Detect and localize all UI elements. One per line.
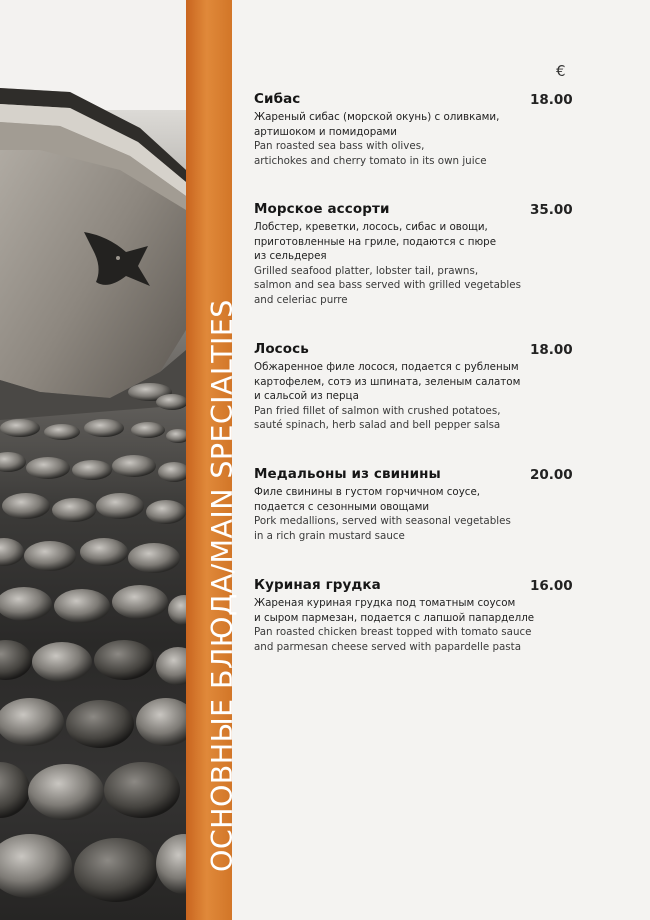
dish-price: 18.00 xyxy=(530,92,573,108)
dish-description-en: Pan roasted chicken breast topped with tomato sauce and parmesan cheese served with papardelle pasta xyxy=(254,626,532,653)
dish-price: 16.00 xyxy=(530,578,573,594)
dish-description-ru: Жареный сибас (морской окунь) с оливками, артишоком и помидорами xyxy=(254,111,500,138)
dish-description-ru: Филе свинины в густом горчичном соусе, подается с сезонными овощами xyxy=(254,486,481,513)
dish-description-en: Pork medallions, served with seasonal vegetables in a rich grain mustard sauce xyxy=(254,515,511,542)
pebbles xyxy=(0,383,186,902)
section-title: ОСНОВНЫЕ БЛЮДА/MAIN SPECIALTIES xyxy=(206,299,239,872)
photo-illustration xyxy=(0,0,186,920)
dish-description-en: Pan fried fillet of salmon with crushed potatoes, sauté spinach, herb salad and bell pepper salsa xyxy=(254,404,501,431)
dish-price: 35.00 xyxy=(530,202,573,218)
dish-price: 20.00 xyxy=(530,467,573,483)
dish-name: Лосось xyxy=(254,341,309,357)
dish-description-ru: Жареная куриная грудка под томатным соусом и сыром пармезан, подается с лапшой папарделле xyxy=(254,597,535,624)
boat-on-pebbles-photo xyxy=(0,0,186,920)
dish-price: 18.00 xyxy=(530,342,573,358)
dish-description-en: Pan roasted sea bass with olives, artichokes and cherry tomato in its own juice xyxy=(254,140,487,167)
dish-name: Медальоны из свинины xyxy=(254,466,441,482)
dish-description-ru: Лобстер, креветки, лосось, сибас и овощи, приготовленные на гриле, подаются с пюре из сельдерея xyxy=(254,221,497,262)
dish-name: Морское ассорти xyxy=(254,201,390,217)
dish-description-en: Grilled seafood platter, lobster tail, prawns, salmon and sea bass served with grilled vegetables and celeriac purre xyxy=(254,264,521,306)
currency-symbol: € xyxy=(556,62,566,80)
dish-description-ru: Обжаренное филе лосося, подается с рубленым картофелем, сотэ из шпината, зеленым салатом и сальсой из перца xyxy=(254,361,521,402)
dish-name: Куриная грудка xyxy=(254,577,381,593)
dish-name: Сибас xyxy=(254,91,301,107)
